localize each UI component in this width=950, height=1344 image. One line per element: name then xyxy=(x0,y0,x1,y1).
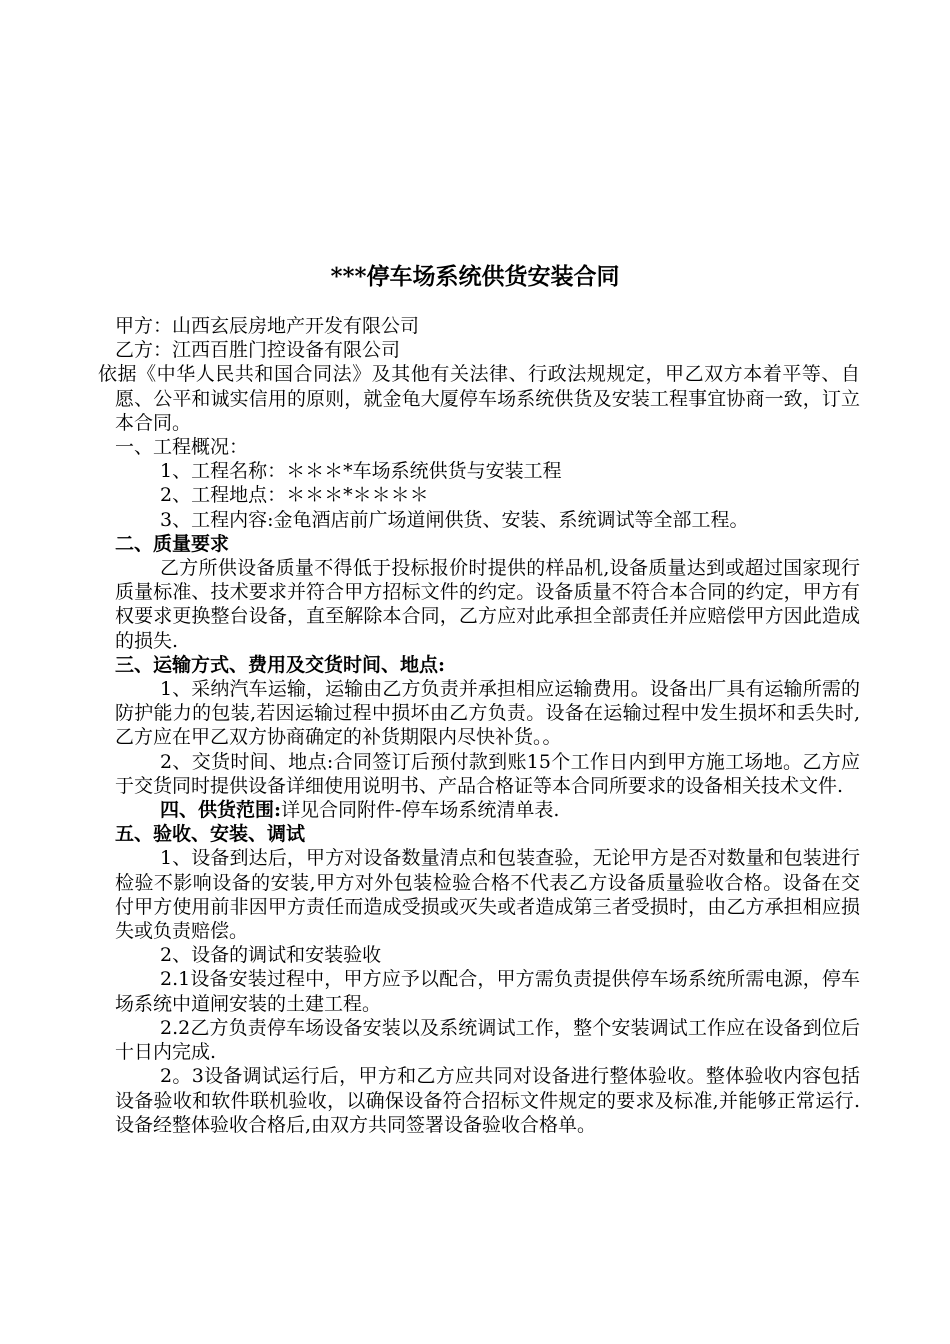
section2-heading: 二、质量要求 xyxy=(115,532,230,555)
section3-heading: 三、运输方式、费用及交货时间、地点: xyxy=(115,653,446,676)
section5-subheading: 2、设备的调试和安装验收 xyxy=(160,944,382,967)
section2-paragraph: 乙方所供设备质量不得低于投标报价时提供的样品机,设备质量达到或超过国家现行质量标准、技术要求并符合甲方招标文件的约定。设备质量不符合本合同的约定，甲方有权要求更换整台设备，直至解除本合同，乙方应对此承担全部责任并应赔偿甲方因此造成的损失. xyxy=(115,557,860,652)
section5-paragraph-2-1: 2.1设备安装过程中，甲方应予以配合，甲方需负责提供停车场系统所需电源，停车场系统中道闸安装的土建工程。 xyxy=(115,968,860,1015)
document-body xyxy=(98,314,860,1137)
section5-paragraph-arrival: 1、设备到达后，甲方对设备数量清点和包装查验，无论甲方是否对数量和包装进行检验不影响设备的安装,甲方对外包装检验合格不代表乙方设备质量验收合格。设备在交付甲方使用前非因甲方责任而造成受损或灭失或者造成第三者受损时，由乙方承担相应损失或负责赔偿。 xyxy=(115,847,860,943)
section1-heading: 一、工程概况： xyxy=(115,436,249,459)
section4-line xyxy=(115,798,860,822)
party-b: 乙方：江西百胜门控设备有限公司 xyxy=(115,339,401,362)
intro-paragraph: 依据《中华人民共和国合同法》及其他有关法律、行政法规规定，甲乙双方本着平等、自愿、公平和诚实信用的原则，就金龟大厦停车场系统供货及安装工程事宜协商一致，订立本合同。 xyxy=(98,363,860,434)
section4-text: 详见合同附件-停车场系统清单表. xyxy=(281,799,560,822)
section5-paragraph-2-2: 2.2乙方负责停车场设备安装以及系统调试工作，整个安装调试工作应在设备到位后十日内完成. xyxy=(115,1016,860,1064)
party-a: 甲方：山西玄辰房地产开发有限公司 xyxy=(115,315,420,337)
section5-heading: 五、验收、安装、调试 xyxy=(115,823,306,846)
section3-paragraph-delivery: 2、交货时间、地点:合同签订后预付款到账15个工作日内到甲方施工场地。乙方应于交货同时提供设备详细使用说明书、产品合格证等本合同所要求的设备相关技术文件. xyxy=(115,750,860,797)
section1-item-project-location: 2、工程地点：＊＊＊*＊＊＊＊ xyxy=(160,484,429,507)
section4-heading: 四、供货范围: xyxy=(160,799,282,822)
section1-item-project-name: 1、工程名称：＊＊＊*车场系统供货与安装工程 xyxy=(160,460,562,483)
section3-paragraph-transport: 1、采纳汽车运输，运输由乙方负责并承担相应运输费用。设备出厂具有运输所需的防护能力的包装,若因运输过程中损坏由乙方负责。设备在运输过程中发生损坏和丢失时,乙方应在甲乙双方协商确定的补货期限内尽快补货。。 xyxy=(115,678,860,749)
section1-item-project-content: 3、工程内容:金龟酒店前广场道闸供货、安装、系统调试等全部工程。 xyxy=(160,508,749,531)
section5-paragraph-2-3: 2。3设备调试运行后，甲方和乙方应共同对设备进行整体验收。整体验收内容包括设备验收和软件联机验收，以确保设备符合招标文件规定的要求及标准,并能够正常运行.设备经整体验收合格后,由双方共同签署设备验收合格单。 xyxy=(115,1065,860,1136)
document-title: ***停车场系统供货安装合同 xyxy=(330,263,620,290)
